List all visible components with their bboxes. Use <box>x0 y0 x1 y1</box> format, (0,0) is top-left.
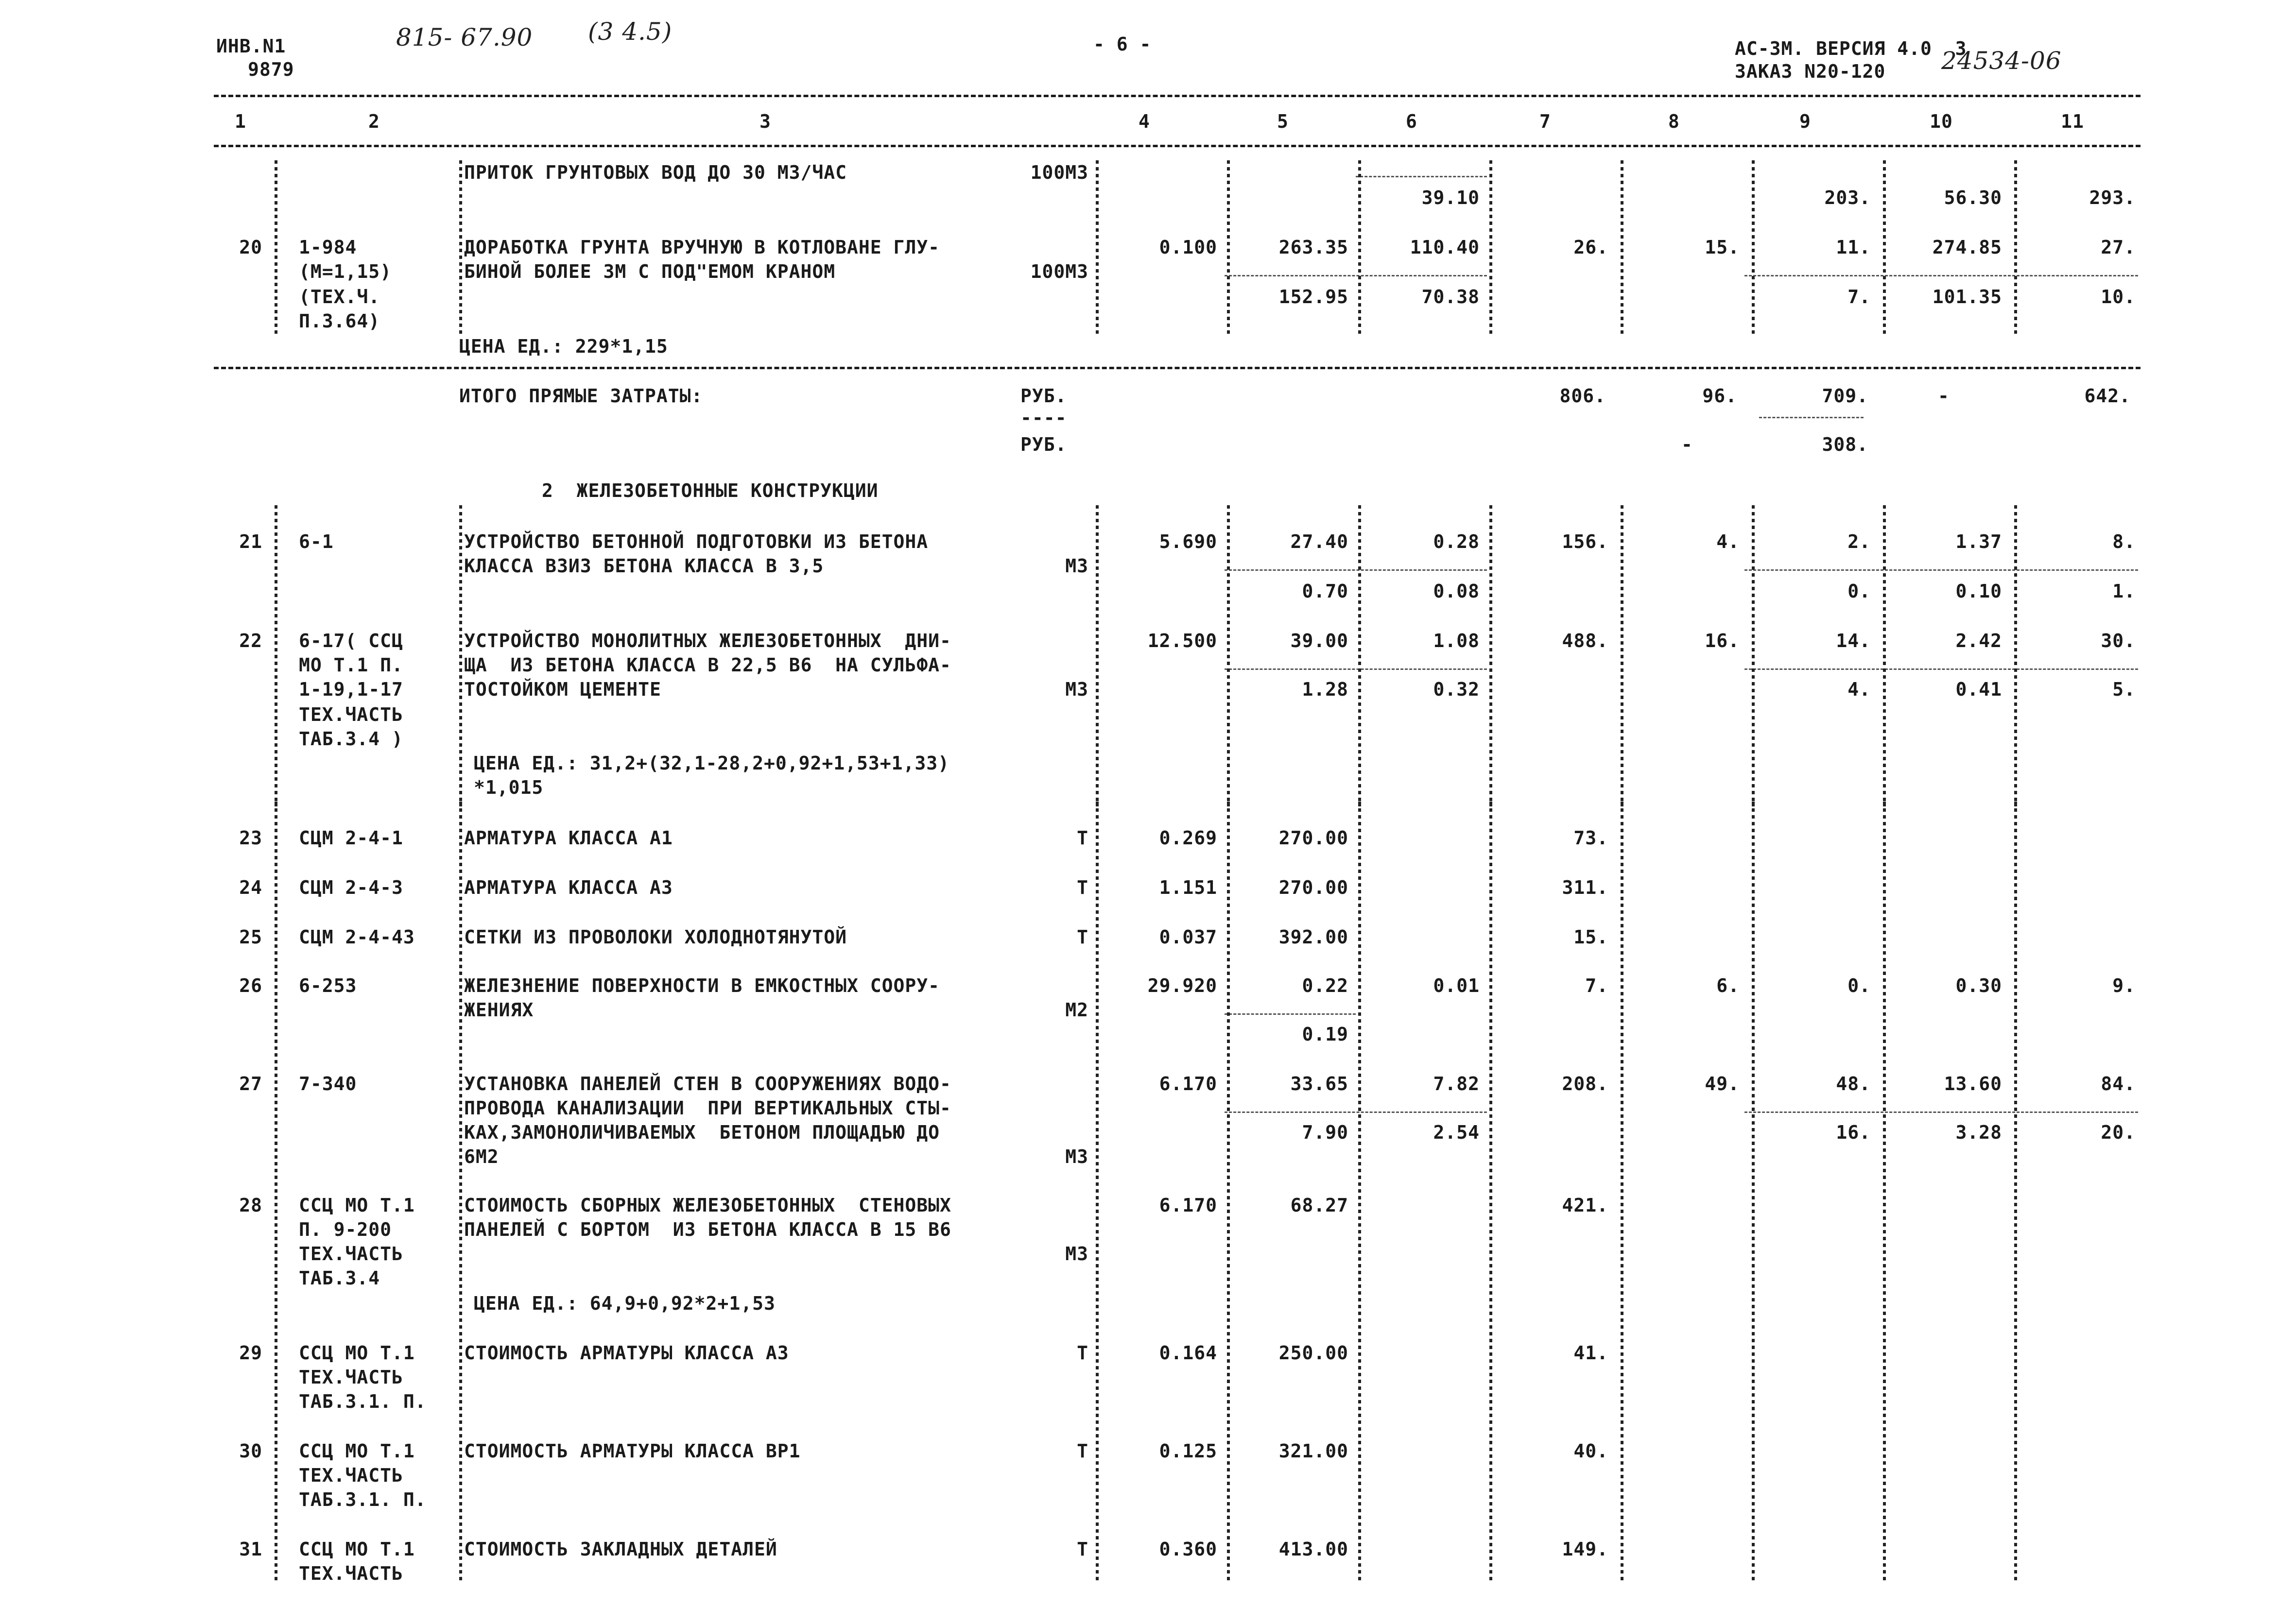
cell-c9: 2. <box>1847 531 1871 552</box>
cell-c5: 1.28 <box>1302 679 1348 700</box>
subtotal-rule <box>1356 176 1487 177</box>
cell-c7: 311. <box>1562 877 1608 898</box>
column-separator <box>275 802 277 1584</box>
cell-c2: ТЕХ.ЧАСТЬ <box>299 704 403 725</box>
column-header-4: 4 <box>1139 111 1150 132</box>
cell-c11: 5. <box>2112 679 2136 700</box>
cell-c1: 30 <box>239 1440 262 1462</box>
column-separator <box>459 505 462 806</box>
cell-c5: 250.00 <box>1278 1342 1348 1364</box>
cell-c2: П. 9-200 <box>299 1219 392 1240</box>
cell-c11: 30. <box>2101 630 2136 651</box>
totals-col8-secondary: - <box>1681 434 1693 455</box>
cell-c9: 48. <box>1836 1073 1871 1094</box>
column-separator <box>1752 160 1755 335</box>
column-separator <box>459 802 462 1584</box>
cell-c5: 270.00 <box>1278 827 1348 849</box>
column-separator <box>1621 802 1623 1584</box>
cell-c1: 25 <box>239 926 262 948</box>
cell-c9: 0. <box>1847 975 1871 996</box>
cell-c4: 29.920 <box>1147 975 1217 996</box>
unit-cell: М3 <box>1065 679 1088 700</box>
column-header-5: 5 <box>1277 111 1289 132</box>
cell-c10: 1.37 <box>1955 531 2002 552</box>
cell-c10: 274.85 <box>1932 237 2002 258</box>
cell-c11: 20. <box>2101 1122 2136 1143</box>
cell-c2: ТЕХ.ЧАСТЬ <box>299 1465 403 1486</box>
cell-c10: 0.10 <box>1955 581 2002 602</box>
unit-price-note: ЦЕНА ЕД.: 31,2+(32,1-28,2+0,92+1,53+1,33) <box>474 752 949 774</box>
cell-c7: 208. <box>1562 1073 1608 1094</box>
cell-c10: 56.30 <box>1944 187 2002 208</box>
subtotal-rule <box>1225 1111 1487 1113</box>
column-separator <box>1883 802 1886 1584</box>
unit-cell: 100М3 <box>1030 162 1088 183</box>
subtotal-rule <box>1225 275 1487 276</box>
cell-c3: УСТРОЙСТВО БЕТОННОЙ ПОДГОТОВКИ ИЗ БЕТОНА <box>464 531 929 552</box>
column-separator <box>275 160 277 335</box>
cell-c3: ЖЕЛЕЗНЕНИЕ ПОВЕРХНОСТИ В ЕМКОСТНЫХ СООРУ- <box>464 975 940 996</box>
cell-c3: ПРИТОК ГРУНТОВЫХ ВОД ДО 30 М3/ЧАС <box>464 162 847 183</box>
cell-c6: 2.54 <box>1433 1122 1480 1143</box>
cell-c5: 33.65 <box>1290 1073 1348 1094</box>
cell-c5: 392.00 <box>1278 926 1348 948</box>
cell-c2: 6-17( ССЦ <box>299 630 403 651</box>
inventory-number: 9879 <box>248 59 294 80</box>
cell-c4: 0.125 <box>1159 1440 1217 1462</box>
cell-c2: ТАБ.3.4 ) <box>299 728 403 750</box>
unit-cell: М3 <box>1065 1146 1088 1167</box>
cell-c3: ПАНЕЛЕЙ С БОРТОМ ИЗ БЕТОНА КЛАССА В 15 В6 <box>464 1219 951 1240</box>
column-separator <box>1358 802 1361 1584</box>
cell-c9: 14. <box>1836 630 1871 651</box>
cell-c3: СТОИМОСТЬ СБОРНЫХ ЖЕЛЕЗОБЕТОННЫХ СТЕНОВЫХ <box>464 1195 951 1216</box>
cell-c6: 0.01 <box>1433 975 1480 996</box>
cell-c4: 6.170 <box>1159 1195 1217 1216</box>
cell-c3: ТОСТОЙКОМ ЦЕМЕНТЕ <box>464 679 661 700</box>
column-separator <box>1883 160 1886 335</box>
cell-c5: 263.35 <box>1278 237 1348 258</box>
column-separator <box>1096 160 1099 335</box>
cell-c5: 0.70 <box>1302 581 1348 602</box>
cell-c2: П.3.64) <box>299 310 380 332</box>
cell-c5: 27.40 <box>1290 531 1348 552</box>
cell-c5: 39.00 <box>1290 630 1348 651</box>
totals-col8: 96. <box>1702 385 1737 407</box>
cell-c4: 6.170 <box>1159 1073 1217 1094</box>
cell-c5: 0.22 <box>1302 975 1348 996</box>
cell-c8: 49. <box>1705 1073 1740 1094</box>
column-separator <box>1227 802 1230 1584</box>
column-separator <box>1227 505 1230 806</box>
cell-c5: 152.95 <box>1278 286 1348 308</box>
cell-c3: ПРОВОДА КАНАЛИЗАЦИИ ПРИ ВЕРТИКАЛЬНЫХ СТЫ- <box>464 1097 951 1119</box>
column-header-8: 8 <box>1668 111 1680 132</box>
cell-c11: 9. <box>2112 975 2136 996</box>
cell-c1: 21 <box>239 531 262 552</box>
subtotal-rule <box>1225 569 1487 571</box>
column-separator <box>275 505 277 806</box>
cell-c2: 1-984 <box>299 237 357 258</box>
cell-c6: 0.28 <box>1433 531 1480 552</box>
column-header-3: 3 <box>760 111 771 132</box>
unit-price-note: *1,015 <box>474 777 544 798</box>
cell-c3: СТОИМОСТЬ АРМАТУРЫ КЛАССА ВР1 <box>464 1440 801 1462</box>
totals-label: ИТОГО ПРЯМЫЕ ЗАТРАТЫ: <box>459 385 703 407</box>
cell-c1: 31 <box>239 1539 262 1560</box>
column-separator <box>1883 505 1886 806</box>
cell-c10: 101.35 <box>1932 286 2002 308</box>
cell-c1: 20 <box>239 237 262 258</box>
cell-c3: СЕТКИ ИЗ ПРОВОЛОКИ ХОЛОДНОТЯНУТОЙ <box>464 926 847 948</box>
cell-c1: 23 <box>239 827 262 849</box>
cell-c6: 7.82 <box>1433 1073 1480 1094</box>
cell-c2: ТЕХ.ЧАСТЬ <box>299 1243 403 1265</box>
cell-c11: 1. <box>2112 581 2136 602</box>
cell-c7: 7. <box>1585 975 1608 996</box>
cell-c2: СЦМ 2-4-3 <box>299 877 403 898</box>
cell-c5: 321.00 <box>1278 1440 1348 1462</box>
cell-c4: 0.269 <box>1159 827 1217 849</box>
totals-rule <box>214 367 2141 369</box>
column-header-2: 2 <box>368 111 380 132</box>
cell-c2: ССЦ МО Т.1 <box>299 1195 415 1216</box>
page-number: - 6 - <box>1093 34 1152 55</box>
totals-unit-dash: ---- <box>1020 407 1067 428</box>
cell-c9: 4. <box>1847 679 1871 700</box>
column-separator <box>1489 802 1492 1584</box>
cell-c11: 8. <box>2112 531 2136 552</box>
cell-c10: 0.30 <box>1955 975 2002 996</box>
cell-c2: ТАБ.3.1. П. <box>299 1489 427 1510</box>
cell-c7: 73. <box>1573 827 1608 849</box>
document-code: 815- 67.90 <box>396 23 533 51</box>
cell-c8: 16. <box>1705 630 1740 651</box>
cell-c2: 7-340 <box>299 1073 357 1094</box>
column-header-10: 10 <box>1930 111 1953 132</box>
cell-c2: 1-19,1-17 <box>299 679 403 700</box>
cell-c3: СТОИМОСТЬ ЗАКЛАДНЫХ ДЕТАЛЕЙ <box>464 1539 777 1560</box>
column-separator <box>1358 160 1361 335</box>
cell-c4: 0.037 <box>1159 926 1217 948</box>
cell-c8: 6. <box>1716 975 1740 996</box>
order-handwritten: 24534-06 <box>1941 47 2062 75</box>
column-separator <box>1621 160 1623 335</box>
cell-c3: КАХ,ЗАМОНОЛИЧИВАЕМЫХ БЕТОНОМ ПЛОЩАДЬЮ ДО <box>464 1122 940 1143</box>
cell-c10: 0.41 <box>1955 679 2002 700</box>
cell-c2: (М=1,15) <box>299 261 392 282</box>
cell-c3: УСТАНОВКА ПАНЕЛЕЙ СТЕН В СООРУЖЕНИЯХ ВОДО- <box>464 1073 951 1094</box>
unit-cell: Т <box>1077 877 1088 898</box>
cell-c3: УСТРОЙСТВО МОНОЛИТНЫХ ЖЕЛЕЗОБЕТОННЫХ ДНИ- <box>464 630 951 651</box>
column-separator <box>1621 505 1623 806</box>
unit-cell: Т <box>1077 1342 1088 1364</box>
cell-c7: 156. <box>1562 531 1608 552</box>
cell-c2: ТАБ.3.1. П. <box>299 1391 427 1412</box>
unit-cell: Т <box>1077 926 1088 948</box>
cell-c6: 0.32 <box>1433 679 1480 700</box>
cell-c2: ТЕХ.ЧАСТЬ <box>299 1563 403 1584</box>
totals-col9-secondary: 308. <box>1822 434 1868 455</box>
column-separator <box>2014 505 2017 806</box>
unit-cell: 100М3 <box>1030 261 1088 282</box>
column-separator <box>459 160 462 335</box>
cell-c1: 24 <box>239 877 262 898</box>
cell-c6: 70.38 <box>1421 286 1480 308</box>
cell-c2: 6-1 <box>299 531 334 552</box>
column-separator <box>1752 505 1755 806</box>
subtotal-rule <box>1225 668 1487 670</box>
totals-col11: 642. <box>2084 385 2131 407</box>
cell-c9: 16. <box>1836 1122 1871 1143</box>
section-heading: 2 ЖЕЛЕЗОБЕТОННЫЕ КОНСТРУКЦИИ <box>542 480 879 501</box>
column-separator <box>1096 505 1099 806</box>
cell-c8: 15. <box>1705 237 1740 258</box>
unit-cell: М3 <box>1065 555 1088 577</box>
cell-c11: 10. <box>2101 286 2136 308</box>
cell-c6: 39.10 <box>1421 187 1480 208</box>
inventory-label: ИНВ.N1 <box>216 35 286 57</box>
cell-c6: 0.08 <box>1433 581 1480 602</box>
cell-c3: АРМАТУРА КЛАССА А1 <box>464 827 673 849</box>
cell-c1: 29 <box>239 1342 262 1364</box>
totals-col7: 806. <box>1559 385 1606 407</box>
cell-c7: 488. <box>1562 630 1608 651</box>
column-separator <box>2014 160 2017 335</box>
totals-col9: 709. <box>1822 385 1868 407</box>
unit-price-note: ЦЕНА ЕД.: 229*1,15 <box>459 336 668 357</box>
cell-c10: 2.42 <box>1955 630 2002 651</box>
column-separator <box>1752 802 1755 1584</box>
cell-c6: 1.08 <box>1433 630 1480 651</box>
cell-c6: 110.40 <box>1410 237 1480 258</box>
cell-c2: ССЦ МО Т.1 <box>299 1440 415 1462</box>
unit-cell: Т <box>1077 827 1088 849</box>
cell-c3: БИНОЙ БОЛЕЕ 3М С ПОД"ЕМОМ КРАНОМ <box>464 261 836 282</box>
cell-c2: ТЕХ.ЧАСТЬ <box>299 1367 403 1388</box>
cell-c2: МО Т.1 П. <box>299 654 403 676</box>
cell-c9: 203. <box>1824 187 1871 208</box>
cell-c7: 26. <box>1573 237 1608 258</box>
cell-c7: 149. <box>1562 1539 1608 1560</box>
cell-c2: 6-253 <box>299 975 357 996</box>
cell-c1: 27 <box>239 1073 262 1094</box>
cell-c3: ЩА ИЗ БЕТОНА КЛАССА В 22,5 В6 НА СУЛЬФА- <box>464 654 951 676</box>
cell-c7: 421. <box>1562 1195 1608 1216</box>
column-separator <box>1227 160 1230 335</box>
cell-c5: 413.00 <box>1278 1539 1348 1560</box>
cell-c7: 41. <box>1573 1342 1608 1364</box>
cell-c4: 0.164 <box>1159 1342 1217 1364</box>
cell-c11: 293. <box>2089 187 2136 208</box>
cell-c10: 3.28 <box>1955 1122 2002 1143</box>
cell-c10: 13.60 <box>1944 1073 2002 1094</box>
cell-c3: 6М2 <box>464 1146 499 1167</box>
cell-c2: ССЦ МО Т.1 <box>299 1342 415 1364</box>
column-separator <box>1489 160 1492 335</box>
subtotal-rule <box>1744 569 2138 571</box>
cell-c3: АРМАТУРА КЛАССА А3 <box>464 877 673 898</box>
unit-cell: Т <box>1077 1539 1088 1560</box>
column-separator <box>1358 505 1361 806</box>
cell-c1: 26 <box>239 975 262 996</box>
cell-c1: 22 <box>239 630 262 651</box>
unit-price-note: ЦЕНА ЕД.: 64,9+0,92*2+1,53 <box>474 1293 776 1314</box>
cell-c5: 7.90 <box>1302 1122 1348 1143</box>
cell-c5: 270.00 <box>1278 877 1348 898</box>
cell-c7: 15. <box>1573 926 1608 948</box>
header-rule-bottom <box>214 145 2141 147</box>
cell-c2: (ТЕХ.Ч. <box>299 286 380 308</box>
column-separator <box>1096 802 1099 1584</box>
cell-c2: СЦМ 2-4-43 <box>299 926 415 948</box>
column-header-7: 7 <box>1539 111 1551 132</box>
cell-c4: 1.151 <box>1159 877 1217 898</box>
unit-cell: М3 <box>1065 1243 1088 1265</box>
cell-c2: ССЦ МО Т.1 <box>299 1539 415 1560</box>
subtotal-rule <box>1744 668 2138 670</box>
column-separator <box>1489 505 1492 806</box>
totals-unit: РУБ. <box>1020 385 1067 407</box>
totals-subrule <box>1759 417 1864 418</box>
cell-c9: 11. <box>1836 237 1871 258</box>
cell-c11: 27. <box>2101 237 2136 258</box>
cell-c2: ТАБ.3.4 <box>299 1267 380 1289</box>
cell-c5: 68.27 <box>1290 1195 1348 1216</box>
cell-c7: 40. <box>1573 1440 1608 1462</box>
cell-c1: 28 <box>239 1195 262 1216</box>
totals-unit: РУБ. <box>1020 434 1067 455</box>
cell-c11: 84. <box>2101 1073 2136 1094</box>
cell-c3: ЖЕНИЯХ <box>464 999 534 1021</box>
program-version: АС-3М. ВЕРСИЯ 4.0 3 <box>1735 38 1967 59</box>
column-header-6: 6 <box>1406 111 1417 132</box>
cell-c8: 4. <box>1716 531 1740 552</box>
cell-c4: 0.100 <box>1159 237 1217 258</box>
cell-c4: 5.690 <box>1159 531 1217 552</box>
cell-c9: 7. <box>1847 286 1871 308</box>
cell-c2: СЦМ 2-4-1 <box>299 827 403 849</box>
cell-c5: 0.19 <box>1302 1024 1348 1045</box>
subtotal-rule <box>1744 1111 2138 1113</box>
subtotal-rule <box>1225 1013 1356 1015</box>
header-rule-top <box>214 95 2141 97</box>
cell-c3: СТОИМОСТЬ АРМАТУРЫ КЛАССА А3 <box>464 1342 789 1364</box>
order-number: ЗАКАЗ N20-120 <box>1735 61 1886 82</box>
cell-c4: 12.500 <box>1147 630 1217 651</box>
column-header-1: 1 <box>235 111 246 132</box>
subtotal-rule <box>1744 275 2138 276</box>
cell-c3: КЛАССА В3ИЗ БЕТОНА КЛАССА В 3,5 <box>464 555 824 577</box>
cell-c9: 0. <box>1847 581 1871 602</box>
unit-cell: М2 <box>1065 999 1088 1021</box>
totals-col10: - <box>1938 385 1950 407</box>
unit-cell: Т <box>1077 1440 1088 1462</box>
document-note: (3 4.5) <box>588 17 673 46</box>
cell-c3: ДОРАБОТКА ГРУНТА ВРУЧНУЮ В КОТЛОВАНЕ ГЛУ- <box>464 237 940 258</box>
cell-c4: 0.360 <box>1159 1539 1217 1560</box>
column-separator <box>2014 802 2017 1584</box>
column-header-9: 9 <box>1799 111 1811 132</box>
column-header-11: 11 <box>2061 111 2084 132</box>
